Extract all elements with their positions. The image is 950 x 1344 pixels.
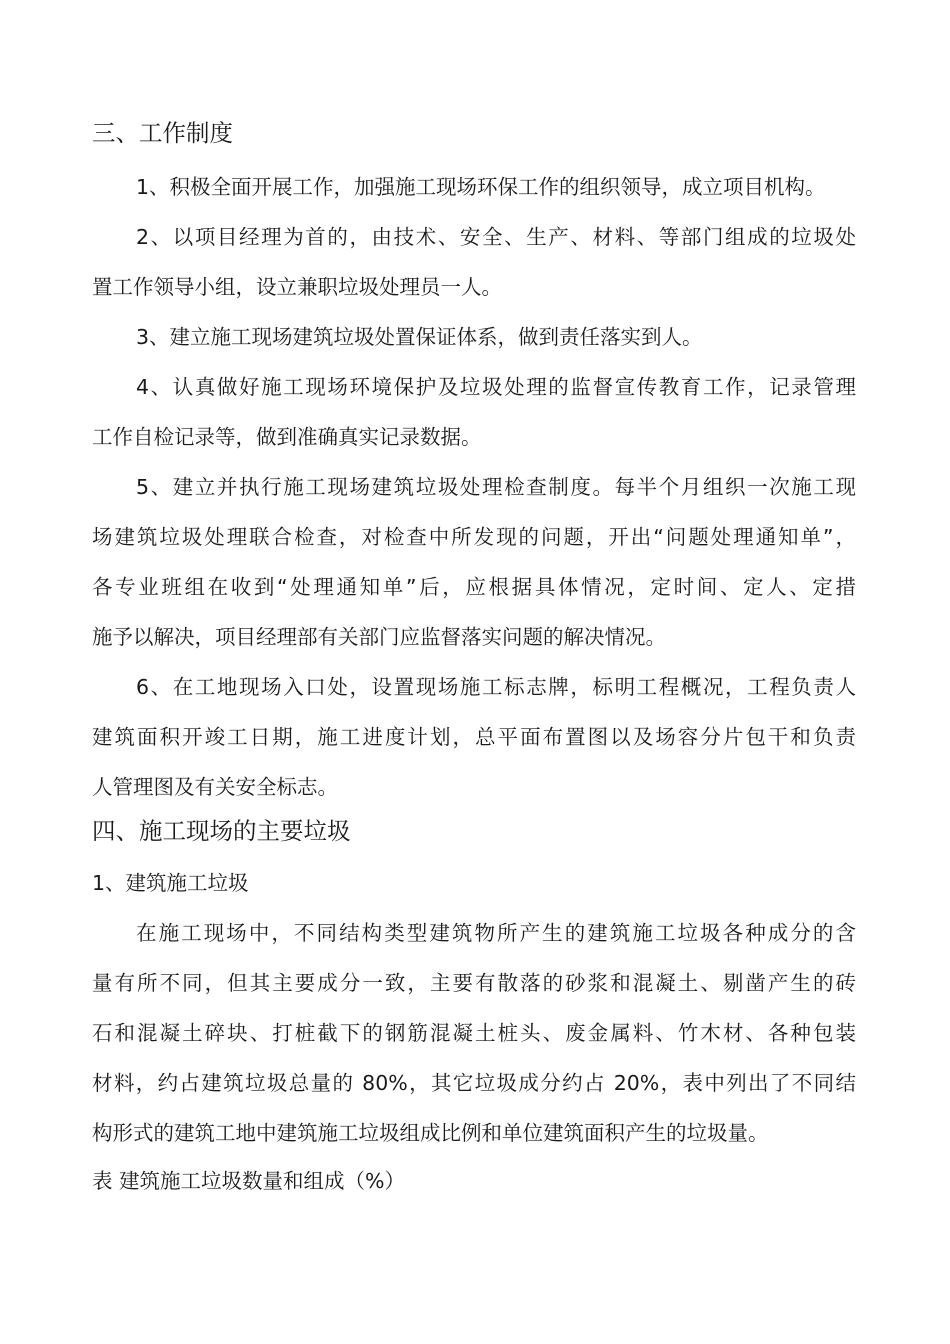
section-heading-work-system: 三、工作制度 [92,119,233,147]
paragraph-5-line-4: 施予以解决，项目经理部有关部门应监督落实问题的解决情况。 [92,625,666,649]
paragraph-6-line-3: 人管理图及有关安全标志。 [92,775,338,799]
section-heading-main-waste: 四、施工现场的主要垃圾 [92,817,351,845]
table-caption: 表 建筑施工垃圾数量和组成（%） [92,1169,405,1193]
subheading-construction-waste: 1、建筑施工垃圾 [92,871,249,895]
paragraph-6-line-1: 6、在工地现场入口处，设置现场施工标志牌，标明工程概况，工程负责人 [136,675,856,699]
paragraph-2-line-1: 2、以项目经理为首的，由技术、安全、生产、材料、等部门组成的垃圾处 [136,225,856,249]
waste-paragraph-line-5: 构形式的建筑工地中建筑施工垃圾组成比例和单位建筑面积产生的垃圾量。 [92,1121,769,1145]
waste-paragraph-line-3: 石和混凝土碎块、打桩截下的钢筋混凝土桩头、废金属料、竹木材、各种包装 [92,1021,856,1045]
waste-paragraph-line-1: 在施工现场中，不同结构类型建筑物所产生的建筑施工垃圾各种成分的含 [136,921,856,945]
paragraph-4-line-2: 工作自检记录等，做到准确真实记录数据。 [92,425,482,449]
paragraph-1: 1、积极全面开展工作，加强施工现场环保工作的组织领导，成立项目机构。 [136,175,826,199]
waste-paragraph-line-4: 材料，约占建筑垃圾总量的 80%，其它垃圾成分约占 20%，表中列出了不同结 [92,1071,856,1095]
waste-paragraph-line-2: 量有所不同，但其主要成分一致，主要有散落的砂浆和混凝土、剔凿产生的砖 [92,971,856,995]
paragraph-2-line-2: 置工作领导小组，设立兼职垃圾处理员一人。 [92,275,502,299]
paragraph-6-line-2: 建筑面积开竣工日期，施工进度计划，总平面布置图以及场容分片包干和负责 [92,725,856,749]
paragraph-5-line-2: 场建筑垃圾处理联合检查，对检查中所发现的问题，开出“问题处理通知单”， [92,525,856,549]
paragraph-4-line-1: 4、认真做好施工现场环境保护及垃圾处理的监督宣传教育工作，记录管理 [136,375,856,399]
paragraph-5-line-1: 5、建立并执行施工现场建筑垃圾处理检查制度。每半个月组织一次施工现 [136,475,856,499]
paragraph-3: 3、建立施工现场建筑垃圾处置保证体系，做到责任落实到人。 [136,325,703,349]
paragraph-5-line-3: 各专业班组在收到“处理通知单”后，应根据具体情况，定时间、定人、定措 [92,575,856,599]
